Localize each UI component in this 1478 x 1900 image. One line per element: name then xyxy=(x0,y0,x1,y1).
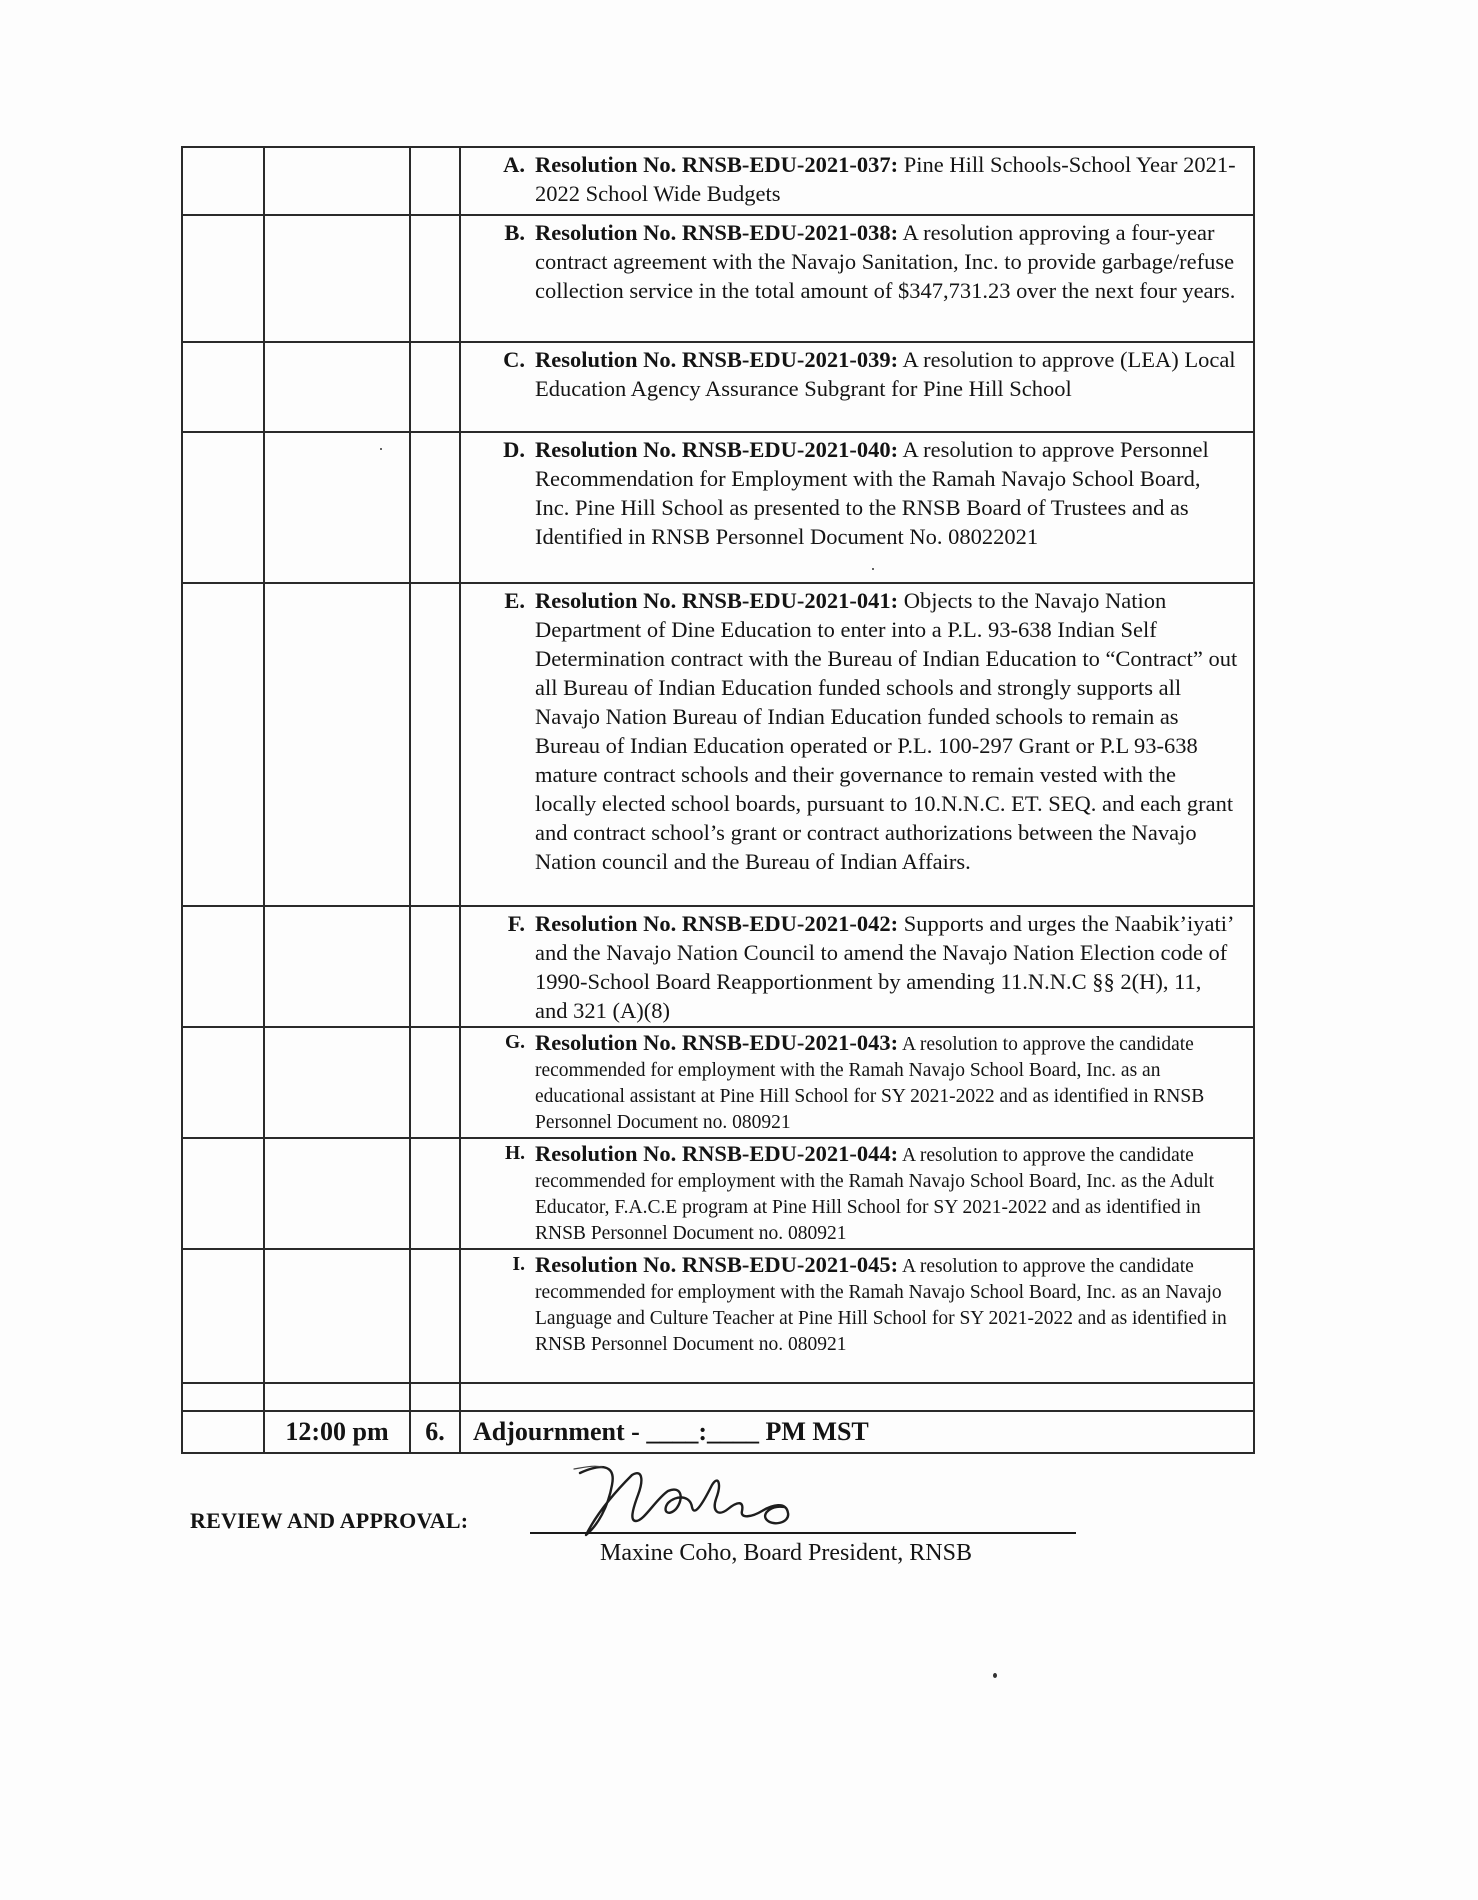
agenda-item-cell xyxy=(460,583,1254,906)
adjournment-row xyxy=(182,1411,1254,1453)
empty-cell xyxy=(182,1027,264,1138)
agenda-item-cell xyxy=(460,906,1254,1027)
item-letter: G. xyxy=(504,1032,525,1053)
resolution-item-a xyxy=(461,148,1253,209)
item-letter: D. xyxy=(503,437,525,462)
resolution-text: A resolution to approve the candidate recommended for employment with the Ramah Navajo School Board, Inc. as an educational assistant at Pine Hill School for SY 2021-2022 and as identified in RNSB Personnel Document no. 080921 xyxy=(535,1034,1205,1133)
item-letter: A. xyxy=(503,152,525,177)
table-row xyxy=(182,906,1254,1027)
resolution-title: Resolution No. RNSB-EDU-2021-041: xyxy=(535,588,899,613)
table-row xyxy=(182,215,1254,342)
empty-cell xyxy=(410,1383,460,1411)
resolution-text: A resolution to approve Personnel Recommendation for Employment with the Ramah Navajo School Board, Inc. Pine Hill School as presented to the RNSB Board of Trustees and as Identified in RNSB Personnel Document No. 08022021 xyxy=(535,437,1209,549)
resolution-item-b xyxy=(461,216,1253,306)
item-letter: I. xyxy=(512,1254,525,1275)
resolution-title: Resolution No. RNSB-EDU-2021-044: xyxy=(535,1141,899,1166)
empty-cell xyxy=(410,1138,460,1249)
review-approval-label: REVIEW AND APPROVAL: xyxy=(190,1508,469,1533)
empty-cell xyxy=(410,1249,460,1383)
scan-speck xyxy=(872,568,874,570)
adjournment-text: Adjournment - ____:____ PM MST xyxy=(460,1411,1254,1453)
empty-cell xyxy=(264,215,410,342)
resolution-title: Resolution No. RNSB-EDU-2021-038: xyxy=(535,220,899,245)
empty-cell xyxy=(182,906,264,1027)
resolution-item-f xyxy=(461,907,1253,1026)
resolution-item-c xyxy=(461,343,1253,404)
table-row xyxy=(182,342,1254,432)
table-row xyxy=(182,432,1254,583)
resolution-text: Pine Hill Schools-School Year 2021-2022 School Wide Budgets xyxy=(535,152,1236,206)
resolution-item-e xyxy=(461,584,1253,877)
empty-cell xyxy=(264,1249,410,1383)
resolution-item-i xyxy=(461,1250,1253,1359)
empty-cell xyxy=(410,147,460,215)
resolution-text: Supports and urges the Naabik’iyati’ and the Navajo Nation Council to amend the Navajo Nation Election code of 1990-School Board Reapportionment by amending 11.N.N.C §§ 2(H), 11, and 321 (A)(8) xyxy=(535,911,1233,1023)
table-row xyxy=(182,1027,1254,1138)
resolution-title: Resolution No. RNSB-EDU-2021-043: xyxy=(535,1030,899,1055)
item-letter: C. xyxy=(503,347,525,372)
empty-cell xyxy=(264,342,410,432)
empty-cell xyxy=(182,1383,264,1411)
empty-cell xyxy=(410,1027,460,1138)
empty-cell xyxy=(264,1383,410,1411)
agenda-item-cell xyxy=(460,342,1254,432)
agenda-item-cell xyxy=(460,1249,1254,1383)
item-letter: F. xyxy=(507,911,525,936)
table-row xyxy=(182,147,1254,215)
resolution-text: A resolution to approve the candidate recommended for employment with the Ramah Navajo School Board, Inc. as an Navajo Language and Culture Teacher at Pine Hill School for SY 2021-2022 and as identified in RNSB Personnel Document no. 080921 xyxy=(535,1256,1227,1355)
empty-cell xyxy=(182,215,264,342)
adjournment-time: 12:00 pm xyxy=(264,1411,410,1453)
empty-cell xyxy=(264,583,410,906)
resolution-text: A resolution approving a four-year contract agreement with the Navajo Sanitation, Inc. to provide garbage/refuse collection service in the total amount of $347,731.23 over the next four years. xyxy=(535,220,1236,303)
item-letter: E. xyxy=(504,588,525,613)
resolution-title: Resolution No. RNSB-EDU-2021-045: xyxy=(535,1252,899,1277)
empty-cell xyxy=(410,906,460,1027)
scan-speck xyxy=(380,448,382,450)
table-row xyxy=(182,1138,1254,1249)
resolution-title: Resolution No. RNSB-EDU-2021-042: xyxy=(535,911,899,936)
resolution-title: Resolution No. RNSB-EDU-2021-039: xyxy=(535,347,899,372)
agenda-item-cell xyxy=(460,215,1254,342)
empty-cell xyxy=(264,1138,410,1249)
signature-line xyxy=(530,1532,1076,1534)
resolution-text: A resolution to approve the candidate recommended for employment with the Ramah Navajo School Board, Inc. as the Adult Educator, F.A.C.E program at Pine Hill School for SY 2021-2022 and as identified in RNSB Personnel Document no. 080921 xyxy=(535,1145,1215,1244)
empty-cell xyxy=(410,432,460,583)
empty-cell xyxy=(264,147,410,215)
adjournment-number: 6. xyxy=(410,1411,460,1453)
scan-speck xyxy=(993,1673,997,1678)
resolution-title: Resolution No. RNSB-EDU-2021-040: xyxy=(535,437,899,462)
empty-cell xyxy=(264,1027,410,1138)
empty-cell xyxy=(460,1383,1254,1411)
empty-cell xyxy=(182,147,264,215)
empty-cell xyxy=(182,1249,264,1383)
item-letter: H. xyxy=(504,1143,525,1164)
agenda-item-cell xyxy=(460,1027,1254,1138)
resolution-text: A resolution to approve (LEA) Local Education Agency Assurance Subgrant for Pine Hill School xyxy=(535,347,1236,401)
agenda-item-cell xyxy=(460,147,1254,215)
agenda-item-cell xyxy=(460,1138,1254,1249)
empty-cell xyxy=(264,906,410,1027)
resolution-text: Objects to the Navajo Nation Department of Dine Education to enter into a P.L. 93-638 Indian Self Determination contract with the Bureau of Indian Education to “Contract” out all Bureau of Indian Education funded schools and strongly supports all Navajo Nation Bureau of Indian Education funded schools to remain as Bureau of Indian Education operated or P.L. 100-297 Grant or P.L 93-638 mature contract schools and their governance to remain vested with the locally elected school boards, pursuant to 10.N.N.C. ET. SEQ. and each grant and contract school’s grant or contract authorizations between the Navajo Nation council and the Bureau of Indian Affairs. xyxy=(535,588,1238,874)
resolution-title: Resolution No. RNSB-EDU-2021-037: xyxy=(535,152,899,177)
resolution-item-d xyxy=(461,433,1253,552)
resolution-item-h xyxy=(461,1139,1253,1248)
empty-cell xyxy=(264,432,410,583)
empty-cell xyxy=(182,1411,264,1453)
empty-cell xyxy=(182,342,264,432)
resolution-item-g xyxy=(461,1028,1253,1137)
item-letter: B. xyxy=(504,220,525,245)
empty-cell xyxy=(182,432,264,583)
agenda-item-cell xyxy=(460,432,1254,583)
table-row xyxy=(182,1383,1254,1411)
signatory-name: Maxine Coho, Board President, RNSB xyxy=(600,1540,972,1566)
agenda-table xyxy=(181,146,1255,1454)
empty-cell xyxy=(182,583,264,906)
empty-cell xyxy=(410,342,460,432)
table-row xyxy=(182,1249,1254,1383)
empty-cell xyxy=(410,583,460,906)
empty-cell xyxy=(182,1138,264,1249)
empty-cell xyxy=(410,215,460,342)
table-row xyxy=(182,583,1254,906)
